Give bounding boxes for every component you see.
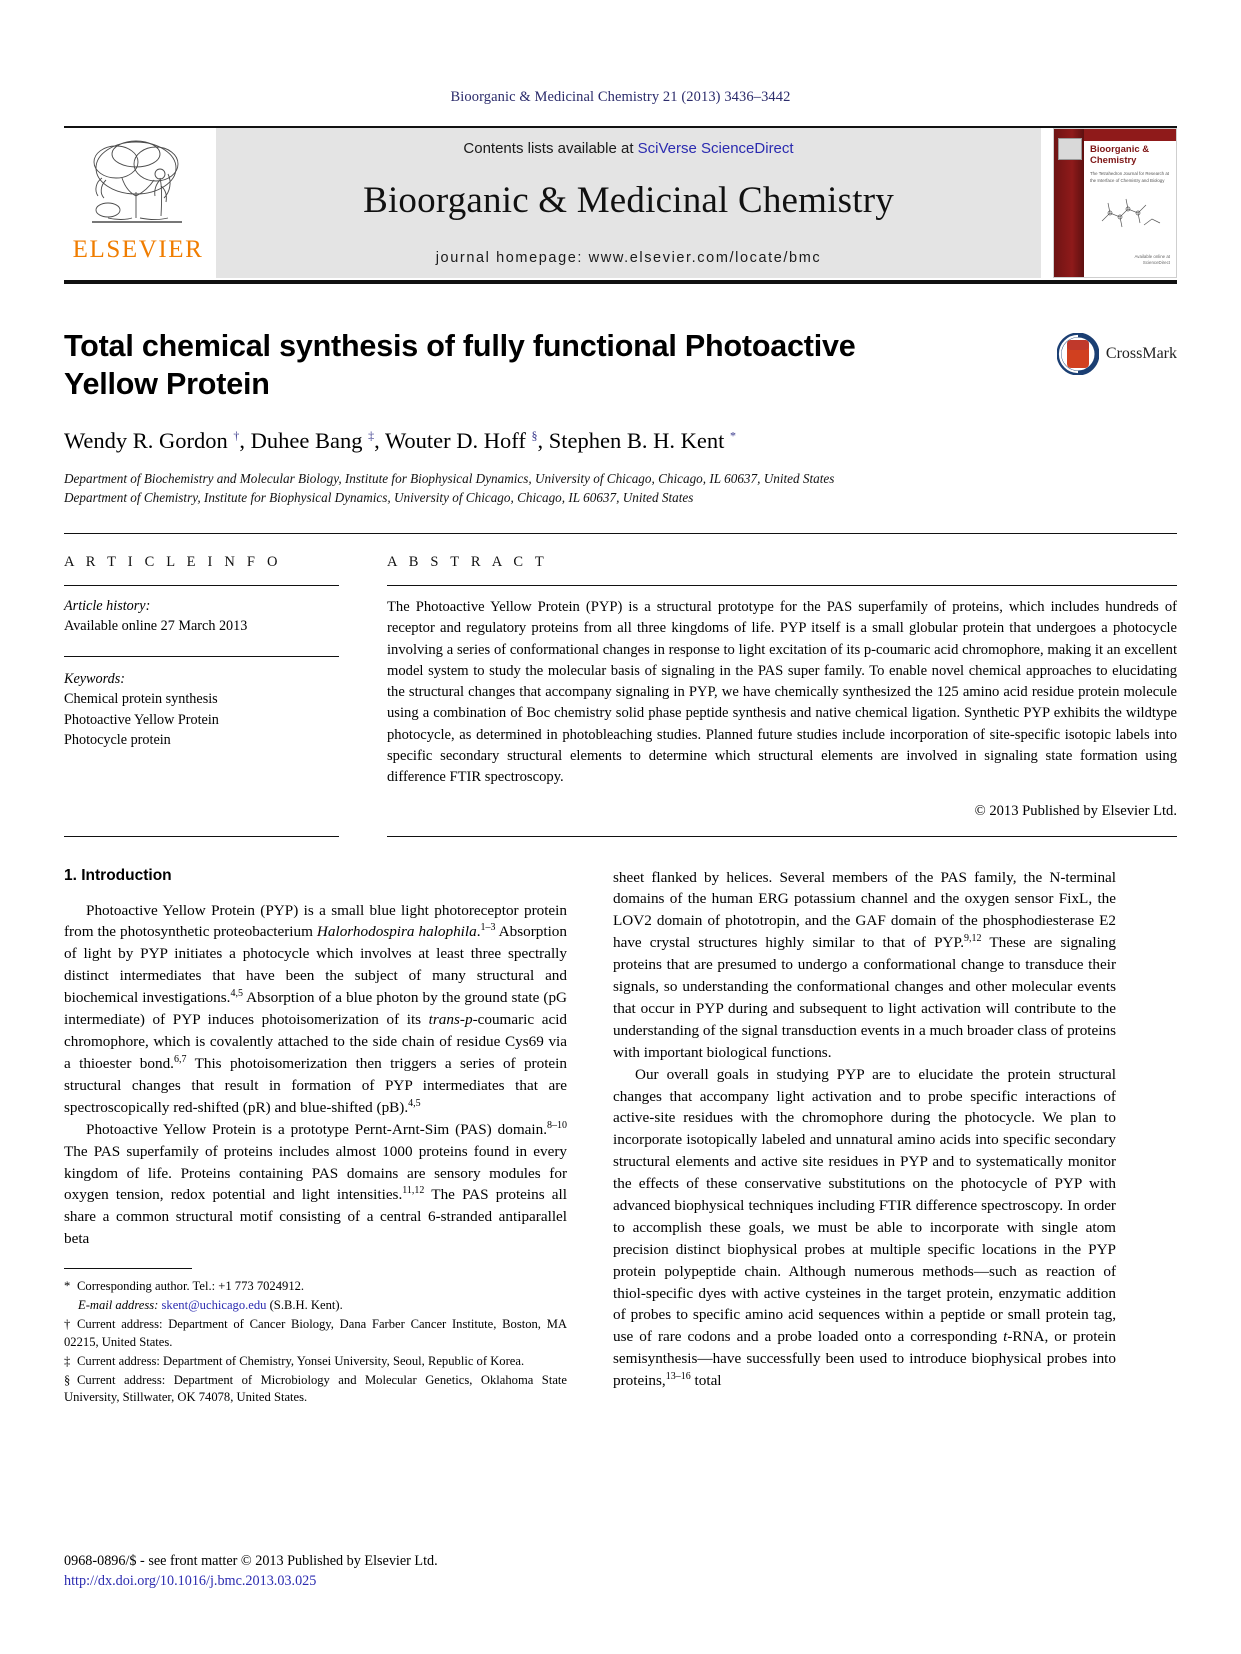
crossmark-icon — [1057, 333, 1099, 375]
abstract-bottom-rule — [387, 836, 1177, 837]
cover-footer-line2: ScienceDirect — [1142, 260, 1170, 266]
title-block — [64, 328, 1177, 507]
affiliations — [64, 469, 1177, 507]
journal-homepage[interactable]: journal homepage: www.elsevier.com/locate/bmc — [435, 250, 822, 266]
keywords-block — [64, 657, 339, 750]
running-head: Bioorganic & Medicinal Chemistry 21 (2013) 3436–3442 — [450, 89, 791, 105]
abstract-heading: A B S T R A C T — [387, 553, 548, 570]
cover-footer — [1134, 254, 1170, 267]
abstract-text: The Photoactive Yellow Protein (PYP) is a structural prototype for the PAS superfamily of proteins, which includes hundreds of receptor and regulatory proteins from all three kingdoms of life. PYP itself is a small globular protein that undergoes a photocycle involving a series of conformational changes in response to light excitation of its p-coumaric acid chromophore, making it an excellent model system to study the molecular basis of signaling in the PAS super family. To enable novel chemical approaches to elucidating the structural changes that accompany signaling in PYP, we have chemically synthesized the 125 amino acid residue protein molecule using a combination of Boc chemistry solid phase peptide synthesis and native chemical ligation. Synthetic PYP exhibits the wildtype photocycle, as determined in photobleaching studies. Planned future studies include incorporation of site-specific isotopic labels into specific secondary structural elements to determine which structural elements are involved in signaling state formation using difference FTIR spectroscopy. — [387, 598, 1177, 786]
cover-subtitle: The Tetrahedron Journal for Research at the Interface of Chemistry and Biology — [1090, 171, 1169, 183]
footnote-marker: § — [64, 1372, 71, 1387]
abstract-column — [387, 534, 1177, 820]
journal-cover-thumbnail — [1053, 128, 1177, 278]
cover-footer-line1: Available online at — [1134, 253, 1170, 259]
footnote-address-dagger — [64, 1316, 567, 1352]
info-abstract-bottom-rules — [64, 836, 1177, 837]
journal-band — [216, 128, 1041, 278]
article-history — [64, 586, 339, 636]
footnote-address-ddagger — [64, 1353, 567, 1371]
affiliation-1: Department of Biochemistry and Molecular Biology, Institute for Biophysical Dynamics, University of Chicago, Chicago, IL 60637, United States — [64, 470, 835, 486]
doi-link[interactable]: http://dx.doi.org/10.1016/j.bmc.2013.03.025 — [64, 1573, 317, 1590]
page-title: Total chemical synthesis of fully functional Photoactive Yellow Protein — [64, 329, 856, 401]
section-title-introduction: 1. Introduction — [64, 866, 172, 884]
footnote-marker: ‡ — [64, 1353, 71, 1368]
author-list: Wendy R. Gordon †, Duhee Bang ‡, Wouter D. Hoff §, Stephen B. H. Kent * — [64, 427, 736, 453]
elsevier-logo — [64, 128, 212, 278]
footnote-email-address[interactable]: skent@uchicago.edu — [161, 1298, 267, 1313]
contents-prefix: Contents lists available at — [463, 140, 638, 157]
front-matter-line: 0968-0896/$ - see front matter © 2013 Published by Elsevier Ltd. — [64, 1552, 438, 1569]
crossmark-badge[interactable] — [1057, 333, 1177, 375]
elsevier-tree-icon — [82, 134, 194, 238]
crossmark-label: CrossMark — [1105, 345, 1177, 362]
journal-masthead — [64, 126, 1177, 284]
elsevier-wordmark: ELSEVIER — [72, 236, 204, 263]
footnotes-block — [64, 1268, 567, 1407]
footnote-email-label: E-mail address: — [78, 1298, 159, 1313]
body-columns — [64, 867, 1177, 1409]
cover-molecule-icon — [1094, 191, 1164, 239]
paragraph: sheet flanked by helices. Several members of the PAS family, the N-terminal domains of the human ERG potassium channel and the oxygen sensor FixL, the LOV2 domain of phototropin, and the GAF domain of the phosphodiesterase E2 have crystal structures highly similar to that of PYP.$^{9,12}$ These are signaling proteins that are presumed to undergo a conformational change to transduce their signals, so understanding the conformational changes and other molecular events that occur in PYP during and subsequent to light activation will contribute to the understanding of the signal transduction events in a much broader class of proteins with important biological functions. — [613, 868, 1116, 1061]
article-info-heading: A R T I C L E I N F O — [64, 553, 282, 570]
article-info-column — [64, 534, 339, 820]
journal-title: Bioorganic & Medicinal Chemistry — [363, 180, 894, 221]
info-bottom-rule — [64, 836, 339, 837]
contents-list-line — [463, 140, 793, 157]
footnote-text: Corresponding author. Tel.: +1 773 7024912. — [77, 1279, 305, 1294]
footnote-email-suffix: (S.B.H. Kent). — [266, 1298, 343, 1313]
article-history-value: Available online 27 March 2013 — [64, 618, 248, 635]
footnote-email — [64, 1297, 567, 1315]
footnote-text: Current address: Department of Microbiology and Molecular Genetics, Oklahoma State University, Stillwater, OK 74078, United States. — [64, 1372, 567, 1405]
page-footer — [64, 1551, 438, 1592]
article-history-label: Article history: — [64, 597, 151, 614]
keyword-item: Photoactive Yellow Protein — [64, 711, 219, 728]
cover-title-line3: Chemistry — [1090, 154, 1137, 166]
body-column-right — [613, 867, 1116, 1409]
keyword-item: Photocycle protein — [64, 731, 171, 748]
cover-title-line1: Bioorganic & — [1090, 144, 1150, 155]
keyword-item: Chemical protein synthesis — [64, 691, 218, 708]
footnote-address-section — [64, 1372, 567, 1408]
abstract-copyright: © 2013 Published by Elsevier Ltd. — [974, 802, 1177, 819]
cover-journal-title — [1090, 145, 1172, 167]
affiliation-2: Department of Chemistry, Institute for Biophysical Dynamics, University of Chicago, Chicago, IL 60637, United States — [64, 489, 694, 505]
body-column-left — [64, 867, 567, 1409]
footnote-text: Current address: Department of Chemistry, Yonsei University, Seoul, Republic of Korea. — [77, 1353, 525, 1368]
keywords-label: Keywords: — [64, 671, 125, 688]
paragraph: Photoactive Yellow Protein (PYP) is a small blue light photoreceptor protein from the photosynthetic proteobacterium Halorhodospira halophila.$^{1-3}$ Absorption of light by PYP initiates a photocycle which involves at least three spectrally distinct intermediates that have been the subject of many structural and biochemical investigations.$^{4,5}$ Absorption of a blue photon by the ground state (pG intermediate) of PYP induces photoisomerization of its trans-p-coumaric acid chromophore, which is covalently attached to the side chain of residue Cys69 via a thioester bond.$^{6,7}$ This photoisomerization then triggers a series of protein structural changes that result in formation of PYP intermediates that are spectroscopically red-shifted (pR) and blue-shifted (pB).$^{4,5}$ — [64, 901, 568, 1116]
footnote-text: Current address: Department of Cancer Biology, Dana Farber Cancer Institute, Boston, MA 02215, United States. — [64, 1316, 567, 1349]
info-abstract-region — [64, 533, 1177, 820]
footnote-corresponding-author — [64, 1278, 567, 1296]
paragraph: Photoactive Yellow Protein is a prototype Pernt-Arnt-Sim (PAS) domain.$^{8-10}$ The PAS superfamily of proteins includes almost 1000 proteins found in every kingdom of life. Proteins containing PAS domains are sensory modules for oxygen tension, redox potential and light intensities.$^{11,12}$ The PAS proteins all share a common structural motif consisting of a central 6-stranded antiparallel beta — [64, 1119, 567, 1248]
footnote-marker: † — [64, 1316, 71, 1331]
sciencedirect-link[interactable]: SciVerse ScienceDirect — [637, 140, 794, 157]
footnote-marker: * — [64, 1279, 71, 1294]
cover-topbar — [1084, 129, 1176, 141]
cover-logo-icon — [1058, 138, 1082, 160]
paragraph: Our overall goals in studying PYP are to elucidate the protein structural changes that accompany light activation and to probe specific interactions of active-site residues with the chromophore during the photocycle. We plan to incorporate isotopically labeled and unnatural amino acids into specific secondary structural elements and active site residues in PYP and to systematically monitor the effects of these conservative substitutions on the photocycle of PYP with advanced biophysical techniques including FTIR difference spectroscopy. In order to accomplish these goals, we must be able to incorporate with single atom precision distinct biophysical probes at multiple specific locations in the PYP protein polypeptide chain. Although numerous methods—such as reaction of thiol-specific dyes with active cysteines in the target protein, enzymatic addition of probes to specific amino acid sequences within a peptide or small protein tag, use of rare codons and a probe loaded onto a corresponding t-RNA, or protein semisynthesis—have successfully been used to introduce biophysical probes into proteins,$^{13-16}$ total — [613, 1065, 1116, 1390]
footnote-rule — [64, 1268, 192, 1269]
masthead-bottom-rule — [64, 280, 1177, 284]
